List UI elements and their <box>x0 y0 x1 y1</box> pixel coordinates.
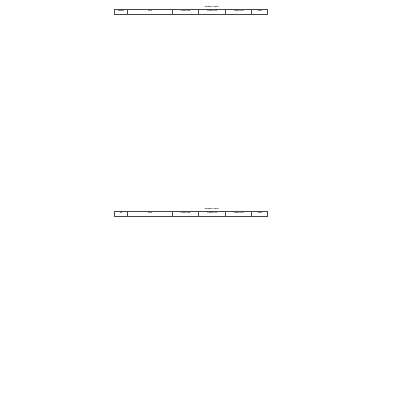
header-row <box>115 212 268 216</box>
col-header-description: OPIS <box>128 212 172 216</box>
col-header-number: Nr <box>115 212 128 216</box>
col-header-description: OPIS <box>128 10 172 14</box>
parts-table-1 <box>114 6 268 15</box>
col-header-number: Numer <box>115 10 128 14</box>
col-header-part-c16b: F300S-C16 <box>225 212 252 216</box>
col-header-part-c16: F300S-C16 <box>199 10 226 14</box>
group-header: NUMER CZĘŚCI <box>204 208 220 210</box>
group-header: NUMER CZĘŚCI <box>204 6 220 8</box>
col-header-part-304: F300S-304 <box>172 212 199 216</box>
header-row <box>115 10 268 14</box>
col-header-part-c16: F300S-C16 <box>199 212 226 216</box>
col-header-part-304: F300S-304 <box>172 10 199 14</box>
col-header-part-c16b: F300S-C16 <box>225 10 252 14</box>
col-header-quantity: Ilość <box>252 212 268 216</box>
col-header-quantity: Ilość <box>252 10 268 14</box>
parts-table-2 <box>114 208 268 217</box>
